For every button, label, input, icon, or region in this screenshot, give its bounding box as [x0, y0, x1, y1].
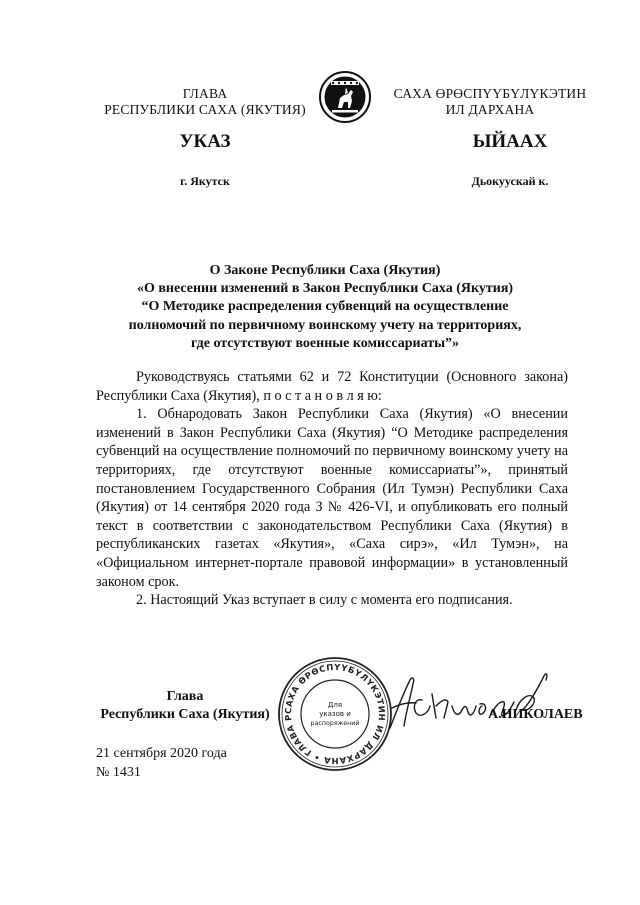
document-number: № 1431 [96, 765, 141, 780]
header-right-line2: ИЛ ДАРХАНА [445, 102, 535, 117]
item-2-paragraph: 2. Настоящий Указ вступает в силу с момента его подписания. [136, 592, 513, 609]
stamp-center-line2: указов и [319, 710, 351, 718]
document-body [96, 368, 568, 610]
stamp-center-line3: распоряжений [310, 720, 360, 727]
header-left [90, 86, 320, 118]
item-1-paragraph: 1. Обнародовать Закон Республики Саха (Якутия) «О внесении изменений в Закон Республики Саха (Якутия) “О Методике распределения субвенций на осуществление полномочий по первичному воинскому учету на территориях, где отсутствуют военные комиссариаты”», принятый постановлением Государственного Собрания (Ил Тумэн) Республики Саха (Якутия) от 14 сентября 2020 года З № 426-VI, и опубликовать его полный текст в соответствии с законодательством Республики Саха (Якутия) в республиканских газетах «Якутия», «Саха сирэ», «Ил Тумэн», на «Официальном интернет-портале правовой информации» в установленный законом срок. [96, 406, 568, 590]
signature-position [90, 688, 280, 724]
city-left: г. Якутск [180, 174, 230, 188]
title-line: где отсутствуют военные комиссариаты”» [190, 335, 460, 351]
handwritten-signature [382, 658, 562, 738]
signature-position-line2: Республики Саха (Якутия) [100, 707, 270, 722]
title-line: “О Методике распределения субвенций на осуществление [141, 299, 509, 315]
title-line: О Законе Республики Саха (Якутия) [209, 263, 441, 278]
header-right-line1: САХА ӨРӨСПҮҮБҮЛҮКЭТИН [393, 86, 587, 101]
signatory-name: А.НИКОЛАЕВ [488, 707, 583, 722]
stamp-ring-text: САХА ӨРӨСПҮҮБҮЛҮКЭТИН ИЛ ДАРХАНА • ГЛАВА Р [282, 661, 388, 767]
document-title [90, 262, 560, 353]
stamp-center-line1: Для [327, 701, 343, 709]
title-line: полномочий по первичному воинскому учету на территориях, [128, 317, 522, 333]
preamble-paragraph: Руководствуясь статьями 62 и 72 Конституции (Основного закона) Республики Саха (Якутия), п о с т а н о в л я ю: [96, 369, 568, 404]
header-left-line2: РЕСПУБЛИКИ САХА (ЯКУТИЯ) [104, 102, 306, 117]
coat-of-arms-emblem [318, 70, 372, 124]
doc-type-left: УКАЗ [179, 131, 231, 152]
doc-type-right: ЫЙААХ [472, 131, 548, 152]
signature-position-line1: Глава [166, 689, 204, 704]
city-right: Дьокуускай к. [471, 174, 549, 188]
document-date: 21 сентября 2020 года [96, 746, 227, 761]
header-right [370, 86, 610, 118]
title-line: «О внесении изменений в Закон Республики Саха (Якутия) [136, 281, 514, 297]
header-left-line1: ГЛАВА [182, 86, 228, 101]
